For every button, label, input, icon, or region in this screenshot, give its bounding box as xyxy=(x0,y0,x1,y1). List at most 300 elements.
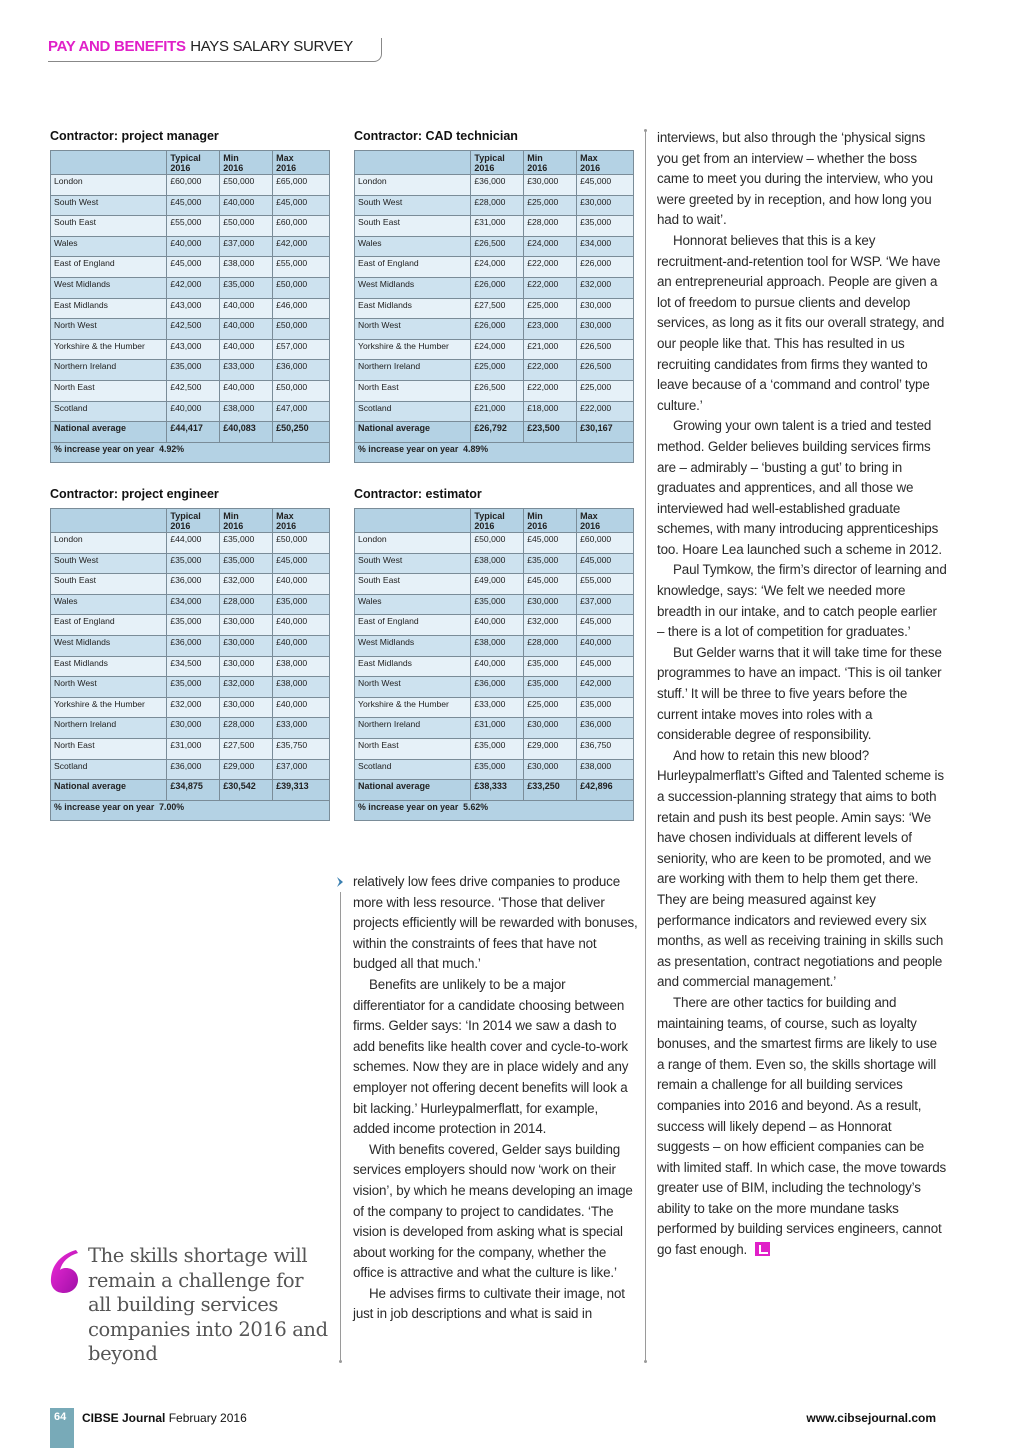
table-cell: £36,000 xyxy=(167,759,220,780)
table-cell: North East xyxy=(51,380,167,401)
average-cell: National average xyxy=(355,780,471,801)
table-cell: £38,000 xyxy=(220,401,273,422)
table-row xyxy=(355,677,634,698)
salary-table xyxy=(354,150,634,463)
table-row xyxy=(51,319,330,340)
table-cell: £37,000 xyxy=(273,759,330,780)
table-cell: Northern Ireland xyxy=(51,718,167,739)
average-cell: £44,417 xyxy=(167,422,220,443)
table-cell: £40,000 xyxy=(273,635,330,656)
table-cell: East of England xyxy=(51,257,167,278)
table-cell: £33,000 xyxy=(471,697,524,718)
table-cell: £35,000 xyxy=(524,656,577,677)
table-cell: £33,000 xyxy=(220,360,273,381)
yoy-increase-cell: % increase year on year 4.89% xyxy=(355,442,634,462)
table-row xyxy=(355,216,634,237)
table-cell: East Midlands xyxy=(355,298,471,319)
table-cell: £31,000 xyxy=(471,216,524,237)
table-row xyxy=(355,236,634,257)
table-row xyxy=(51,401,330,422)
table-row xyxy=(51,677,330,698)
average-cell: £42,896 xyxy=(577,780,634,801)
publication-name: CIBSE Journal xyxy=(82,1411,166,1425)
table-cell: £26,500 xyxy=(471,380,524,401)
article-paragraph: And how to retain this new blood? Hurleypalmerflatt’s Gifted and Talented scheme is a succession-planning strategy that aims to both retain and push its best people. Amin says: ‘We have chosen individuals at different levels of seniority, who are keen to be promoted, and we are working with them to help them get there. They are being measured against key performance indicators and reviewed every six months, as well as receiving training in skills such as presentation, contract negotiations and people and commercial management.’ xyxy=(657,747,944,990)
table-cell: £35,000 xyxy=(471,759,524,780)
table-cell: South West xyxy=(51,553,167,574)
table-cell: West Midlands xyxy=(355,635,471,656)
table-cell: £55,000 xyxy=(167,216,220,237)
table-cell: £35,000 xyxy=(167,360,220,381)
average-cell: £23,500 xyxy=(524,422,577,443)
table-cell: North East xyxy=(51,738,167,759)
footer-publication xyxy=(82,1411,247,1425)
table-cell: £40,000 xyxy=(471,656,524,677)
national-average-row xyxy=(51,780,330,801)
table-row xyxy=(51,339,330,360)
table-row xyxy=(51,594,330,615)
table-cell: £40,000 xyxy=(220,195,273,216)
table-cell: £30,000 xyxy=(524,718,577,739)
table-cell: £45,000 xyxy=(273,195,330,216)
table-cell: £35,750 xyxy=(273,738,330,759)
table-cell: London xyxy=(51,175,167,196)
table-row xyxy=(355,759,634,780)
table-cell: London xyxy=(355,175,471,196)
table-cell: £35,000 xyxy=(577,697,634,718)
table-cell: West Midlands xyxy=(355,277,471,298)
article-paragraph: Honnorat believes that this is a key recruitment-and-retention tool for WSP. ‘We have an entrepreneurial approach. People are given a lot of freedom to pursue clients and develop services, as long as it fits our overall strategy, and our people like that. This has resulted in us recruiting candidates from firms they wanted to leave because of a ‘command and control’ type culture.’ xyxy=(657,232,945,413)
table-cell: £32,000 xyxy=(167,697,220,718)
table-cell: London xyxy=(51,533,167,554)
table-cell: £50,000 xyxy=(273,277,330,298)
table-cell: £40,000 xyxy=(471,615,524,636)
yoy-increase-row xyxy=(51,800,330,820)
table-cell: East Midlands xyxy=(355,656,471,677)
table-cell: £57,000 xyxy=(273,339,330,360)
table-row xyxy=(51,759,330,780)
yoy-increase-row xyxy=(51,442,330,462)
article-column-right xyxy=(657,128,947,1261)
table-cell: £40,000 xyxy=(577,635,634,656)
table-cell: £47,000 xyxy=(273,401,330,422)
table-cell: £40,000 xyxy=(273,615,330,636)
article-paragraph: He advises firms to cultivate their image, not just in job descriptions and what is said in xyxy=(353,1285,625,1322)
table-row xyxy=(51,553,330,574)
table-row xyxy=(51,533,330,554)
salary-table-block xyxy=(50,486,330,821)
table-cell: £55,000 xyxy=(273,257,330,278)
table-cell: £34,500 xyxy=(167,656,220,677)
table-row xyxy=(355,257,634,278)
table-cell: £38,000 xyxy=(273,656,330,677)
table-row xyxy=(355,401,634,422)
table-cell: Northern Ireland xyxy=(355,360,471,381)
table-cell: North East xyxy=(355,738,471,759)
table-cell: £29,000 xyxy=(524,738,577,759)
continued-arrow-icon xyxy=(335,876,347,888)
average-cell: £50,250 xyxy=(273,422,330,443)
national-average-row xyxy=(51,422,330,443)
header-cell-max: Max 2016 xyxy=(577,151,634,175)
table-row xyxy=(51,277,330,298)
table-cell: Scotland xyxy=(355,759,471,780)
table-cell: £65,000 xyxy=(273,175,330,196)
table-cell: Wales xyxy=(355,236,471,257)
salary-table-block xyxy=(50,128,330,463)
table-row xyxy=(51,257,330,278)
article-column-middle xyxy=(353,872,638,1325)
table-cell: £45,000 xyxy=(524,533,577,554)
table-cell: £26,500 xyxy=(471,236,524,257)
table-row xyxy=(51,574,330,595)
table-cell: £36,000 xyxy=(577,718,634,739)
table-cell: £29,000 xyxy=(220,759,273,780)
table-row xyxy=(355,360,634,381)
table-row xyxy=(51,380,330,401)
table-cell: £35,000 xyxy=(167,615,220,636)
table-cell: North West xyxy=(355,677,471,698)
article-paragraph: interviews, but also through the ‘physical signs you get from an interview – whether the boss came to meet you during the interview, who you were greeted by in reception, and how long you had to wait’. xyxy=(657,130,933,228)
table-cell: South East xyxy=(51,574,167,595)
article-paragraph: Growing your own talent is a tried and tested method. Gelder believes building services firms are – admirably – ‘busting a gut’ to bring in graduates and apprentices, and all those we interviewed had well-established graduate schemes, with many introducing apprenticeships too. Hoare Lea launched such a scheme in 2012. xyxy=(657,418,942,557)
table-row xyxy=(355,298,634,319)
table-cell: £30,000 xyxy=(577,298,634,319)
table-cell: South West xyxy=(355,195,471,216)
footer-url[interactable]: www.cibsejournal.com xyxy=(806,1411,936,1425)
table-cell: £26,500 xyxy=(577,360,634,381)
table-cell: £42,000 xyxy=(167,277,220,298)
table-cell: £32,000 xyxy=(220,574,273,595)
yoy-increase-cell: % increase year on year 7.00% xyxy=(51,800,330,820)
table-title: Contractor: project manager xyxy=(50,129,219,143)
average-cell: National average xyxy=(51,780,167,801)
table-cell: £50,000 xyxy=(471,533,524,554)
table-cell: £28,000 xyxy=(220,594,273,615)
table-cell: £30,000 xyxy=(220,615,273,636)
table-cell: £35,000 xyxy=(577,216,634,237)
national-average-row xyxy=(355,780,634,801)
table-cell: South West xyxy=(51,195,167,216)
table-row xyxy=(51,635,330,656)
table-cell: £30,000 xyxy=(524,594,577,615)
table-cell: £35,000 xyxy=(273,594,330,615)
article-paragraph: Benefits are unlikely to be a major differentiator for a candidate choosing between firms. Gelder says: ‘In 2014 we saw a dash to add benefits like health cover and cycle-to-work schemes. Now they are in place widely and any employer not offering decent benefits will look a bit lacking.’ Hurleypalmerflatt, for example, added income protection in 2014. xyxy=(353,976,629,1137)
table-cell: £26,000 xyxy=(471,319,524,340)
table-cell: £24,000 xyxy=(471,257,524,278)
table-row xyxy=(51,656,330,677)
table-cell: £32,000 xyxy=(220,677,273,698)
average-cell: National average xyxy=(355,422,471,443)
table-cell: £30,000 xyxy=(220,697,273,718)
table-row xyxy=(355,175,634,196)
table-cell: Northern Ireland xyxy=(51,360,167,381)
table-cell: £49,000 xyxy=(471,574,524,595)
table-title: Contractor: project engineer xyxy=(50,487,219,501)
header-cell-typical: Typical 2016 xyxy=(167,509,220,533)
table-cell: £22,000 xyxy=(524,277,577,298)
header-cell-region xyxy=(51,509,167,533)
table-cell: £43,000 xyxy=(167,339,220,360)
header-cell-max: Max 2016 xyxy=(577,509,634,533)
table-cell: £30,000 xyxy=(167,718,220,739)
table-row xyxy=(355,380,634,401)
table-cell: £38,000 xyxy=(471,635,524,656)
table-cell: £35,000 xyxy=(167,553,220,574)
table-cell: £45,000 xyxy=(577,656,634,677)
table-cell: £25,000 xyxy=(524,195,577,216)
table-cell: South East xyxy=(51,216,167,237)
table-cell: £50,000 xyxy=(220,175,273,196)
table-header-row xyxy=(51,509,330,533)
table-cell: £31,000 xyxy=(471,718,524,739)
table-cell: £23,000 xyxy=(524,319,577,340)
table-cell: Yorkshire & the Humber xyxy=(51,697,167,718)
table-cell: North West xyxy=(355,319,471,340)
table-cell: £35,000 xyxy=(524,553,577,574)
issue-date: February 2016 xyxy=(168,1411,247,1425)
table-row xyxy=(355,195,634,216)
table-cell: £32,000 xyxy=(577,277,634,298)
salary-table xyxy=(50,150,330,463)
table-cell: £30,000 xyxy=(524,175,577,196)
table-cell: £40,000 xyxy=(167,236,220,257)
average-cell: £40,083 xyxy=(220,422,273,443)
table-cell: London xyxy=(355,533,471,554)
table-title: Contractor: estimator xyxy=(354,487,482,501)
table-row xyxy=(51,298,330,319)
header-cell-max: Max 2016 xyxy=(273,151,330,175)
table-row xyxy=(51,236,330,257)
table-cell: £40,000 xyxy=(273,697,330,718)
header-cell-region xyxy=(51,151,167,175)
table-row xyxy=(355,339,634,360)
table-cell: Scotland xyxy=(355,401,471,422)
table-cell: East Midlands xyxy=(51,656,167,677)
table-cell: £36,000 xyxy=(471,677,524,698)
table-cell: £46,000 xyxy=(273,298,330,319)
table-cell: £28,000 xyxy=(524,635,577,656)
salary-table-block xyxy=(354,486,634,821)
header-cell-min: Min 2016 xyxy=(524,151,577,175)
table-cell: £35,000 xyxy=(471,594,524,615)
salary-table-block xyxy=(354,128,634,463)
table-header-row xyxy=(51,151,330,175)
average-cell: £34,875 xyxy=(167,780,220,801)
table-cell: £45,000 xyxy=(167,257,220,278)
table-cell: Yorkshire & the Humber xyxy=(51,339,167,360)
article-paragraph: With benefits covered, Gelder says building services employers should now ‘work on their vision’, by which he means developing an image of the company to project to candidates. ‘The vision is developed from asking what is special about working for the company, whether the office is attractive and what the culture is like.’ xyxy=(353,1141,633,1281)
table-cell: £21,000 xyxy=(471,401,524,422)
table-cell: £60,000 xyxy=(577,533,634,554)
table-cell: Scotland xyxy=(51,759,167,780)
table-cell: £42,500 xyxy=(167,380,220,401)
table-cell: £35,000 xyxy=(471,738,524,759)
table-cell: £34,000 xyxy=(167,594,220,615)
table-cell: £35,000 xyxy=(220,533,273,554)
table-cell: £36,000 xyxy=(471,175,524,196)
table-row xyxy=(355,697,634,718)
table-cell: Wales xyxy=(51,236,167,257)
table-cell: £60,000 xyxy=(167,175,220,196)
table-cell: £27,500 xyxy=(220,738,273,759)
table-cell: South East xyxy=(355,216,471,237)
table-cell: £30,000 xyxy=(220,656,273,677)
table-row xyxy=(355,738,634,759)
average-cell: National average xyxy=(51,422,167,443)
table-cell: West Midlands xyxy=(51,635,167,656)
table-cell: £45,000 xyxy=(577,553,634,574)
header-cell-min: Min 2016 xyxy=(524,509,577,533)
table-cell: £40,000 xyxy=(273,574,330,595)
table-cell: £40,000 xyxy=(167,401,220,422)
yoy-increase-cell: % increase year on year 5.62% xyxy=(355,800,634,820)
table-row xyxy=(355,319,634,340)
table-cell: £50,000 xyxy=(273,319,330,340)
table-row xyxy=(51,360,330,381)
table-cell: £36,000 xyxy=(273,360,330,381)
table-row xyxy=(355,277,634,298)
table-row xyxy=(51,697,330,718)
table-cell: Scotland xyxy=(51,401,167,422)
yoy-increase-cell: % increase year on year 4.92% xyxy=(51,442,330,462)
page-header xyxy=(48,38,382,62)
article-paragraph: But Gelder warns that it will take time for these programmes to have an impact. ‘This is oil tanker stuff.’ It will be three to five years before the current intake moves into roles with a considerable degree of responsibility. xyxy=(657,644,942,743)
table-row xyxy=(51,216,330,237)
table-cell: £60,000 xyxy=(273,216,330,237)
end-of-article-icon xyxy=(755,1242,770,1256)
table-cell: £45,000 xyxy=(577,175,634,196)
table-header-row xyxy=(355,151,634,175)
table-cell: £45,000 xyxy=(273,553,330,574)
column-rule-middle xyxy=(340,892,341,1362)
table-cell: £26,000 xyxy=(471,277,524,298)
table-row xyxy=(51,175,330,196)
table-cell: £30,000 xyxy=(577,319,634,340)
table-cell: £30,000 xyxy=(577,195,634,216)
table-row xyxy=(355,594,634,615)
average-cell: £30,542 xyxy=(220,780,273,801)
average-cell: £30,167 xyxy=(577,422,634,443)
table-row xyxy=(51,718,330,739)
pull-quote-text: The skills shortage will remain a challenge for all building services companies into 2016 and beyond xyxy=(88,1244,328,1365)
table-cell: £38,000 xyxy=(471,553,524,574)
table-cell: £45,000 xyxy=(524,574,577,595)
table-cell: £25,000 xyxy=(524,298,577,319)
table-cell: £36,000 xyxy=(167,635,220,656)
table-row xyxy=(355,553,634,574)
article-paragraph: There are other tactics for building and maintaining teams, of course, such as loyalty bonuses, and the smartest firms are likely to use a range of them. Even so, the skills shortage will remain a challenge for all building services companies into 2016 and beyond. As a result, success will likely depend – as Honnorat suggests – on how efficient companies can be with limited staff. In which case, the move towards greater use of BIM, including the technology’s ability to take on the more mundane tasks performed by building services engineers, cannot go fast enough. xyxy=(657,994,947,1258)
table-cell: £50,000 xyxy=(273,380,330,401)
table-cell: £42,000 xyxy=(577,677,634,698)
table-header-row xyxy=(355,509,634,533)
table-title: Contractor: CAD technician xyxy=(354,129,518,143)
table-cell: £22,000 xyxy=(577,401,634,422)
table-cell: East of England xyxy=(355,615,471,636)
header-cell-region xyxy=(355,509,471,533)
header-cell-typical: Typical 2016 xyxy=(471,151,524,175)
table-cell: South West xyxy=(355,553,471,574)
table-cell: £22,000 xyxy=(524,257,577,278)
table-row xyxy=(355,635,634,656)
table-cell: £30,000 xyxy=(220,635,273,656)
table-cell: £30,000 xyxy=(524,759,577,780)
average-cell: £26,792 xyxy=(471,422,524,443)
page-number: 64 xyxy=(50,1408,74,1448)
article-paragraph: Paul Tymkow, the firm’s director of learning and knowledge, says: ‘We felt we needed more breadth in our intake, and to catch people earlier – there is a lot of competition for graduates.’ xyxy=(657,562,947,640)
header-cell-min: Min 2016 xyxy=(220,151,273,175)
table-cell: £40,000 xyxy=(220,380,273,401)
average-cell: £38,333 xyxy=(471,780,524,801)
table-cell: £44,000 xyxy=(167,533,220,554)
table-cell: North West xyxy=(51,319,167,340)
table-cell: £26,000 xyxy=(577,257,634,278)
header-cell-max: Max 2016 xyxy=(273,509,330,533)
table-cell: £38,000 xyxy=(577,759,634,780)
quote-mark-icon xyxy=(48,1248,82,1294)
table-cell: £42,500 xyxy=(167,319,220,340)
table-cell: North East xyxy=(355,380,471,401)
header-cell-region xyxy=(355,151,471,175)
section-label: PAY AND BENEFITS xyxy=(48,38,186,55)
table-cell: £50,000 xyxy=(220,216,273,237)
table-row xyxy=(355,656,634,677)
table-cell: £18,000 xyxy=(524,401,577,422)
table-cell: West Midlands xyxy=(51,277,167,298)
salary-table xyxy=(50,508,330,821)
table-cell: £31,000 xyxy=(167,738,220,759)
table-cell: £38,000 xyxy=(273,677,330,698)
article-paragraph: relatively low fees drive companies to produce more with less resource. ‘Those that deliver projects efficiently will be rewarded with bonuses, within the constraints of fees that have not budged all that much.’ xyxy=(353,874,638,972)
table-cell: £42,000 xyxy=(273,236,330,257)
yoy-increase-row xyxy=(355,442,634,462)
table-row xyxy=(355,533,634,554)
table-row xyxy=(355,615,634,636)
table-cell: Wales xyxy=(51,594,167,615)
table-cell: £25,000 xyxy=(524,697,577,718)
table-cell: £38,000 xyxy=(220,257,273,278)
table-cell: £55,000 xyxy=(577,574,634,595)
table-row xyxy=(355,574,634,595)
header-cell-min: Min 2016 xyxy=(220,509,273,533)
table-cell: £21,000 xyxy=(524,339,577,360)
table-row xyxy=(51,738,330,759)
table-cell: £35,000 xyxy=(524,677,577,698)
table-cell: £37,000 xyxy=(577,594,634,615)
table-cell: Yorkshire & the Humber xyxy=(355,697,471,718)
table-cell: £35,000 xyxy=(220,277,273,298)
table-cell: South East xyxy=(355,574,471,595)
table-row xyxy=(355,718,634,739)
table-cell: £37,000 xyxy=(220,236,273,257)
table-cell: East of England xyxy=(51,615,167,636)
table-cell: £25,000 xyxy=(577,380,634,401)
header-cell-typical: Typical 2016 xyxy=(167,151,220,175)
table-cell: £40,000 xyxy=(220,319,273,340)
table-cell: £50,000 xyxy=(273,533,330,554)
table-cell: £22,000 xyxy=(524,380,577,401)
column-rule-right xyxy=(645,130,646,1362)
table-cell: £28,000 xyxy=(220,718,273,739)
header-cell-typical: Typical 2016 xyxy=(471,509,524,533)
table-cell: £32,000 xyxy=(524,615,577,636)
section-subtitle: HAYS SALARY SURVEY xyxy=(190,38,353,55)
table-cell: East Midlands xyxy=(51,298,167,319)
table-cell: £36,750 xyxy=(577,738,634,759)
table-cell: £27,500 xyxy=(471,298,524,319)
table-cell: Wales xyxy=(355,594,471,615)
table-cell: £24,000 xyxy=(524,236,577,257)
